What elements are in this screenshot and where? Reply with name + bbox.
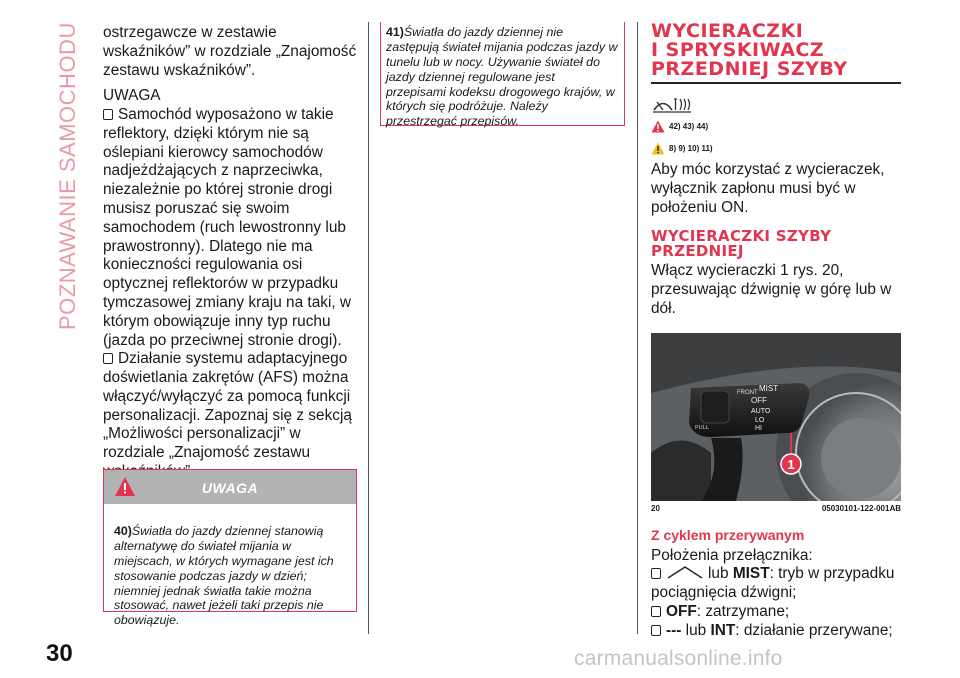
intermittent-heading: Z cyklem przerywanym (651, 526, 805, 543)
figure-wiper-lever (651, 333, 901, 501)
caution-triangle-icon (651, 142, 665, 155)
warning-continuation-box (380, 22, 625, 129)
wiper-lever-photo (651, 333, 901, 501)
section-title-vertical: POZNAWANIE SAMOCHODU (55, 22, 80, 330)
bullet-headlights: Samochód wyposażono w takie reflektory, dzięki którym nie są oślepiani kierowcy samochodów nadjeżdżających z naprzeciwka, niezależnie po której stronie drogi musisz poruszać się swoim samochodem (ruch lewostronny lub prawostronny). Dlatego nie ma konieczności regulowania osi optycznej reflektorów w przypadku tymczasowej zmiany kraju na taki, w którym obowiązuje inny typ ruchu (jazda po przeciwnej stronie drogi). (103, 106, 352, 349)
mode-off: OFF: zatrzymane; (651, 603, 901, 622)
lever-label-pull: PULL (695, 424, 709, 431)
section-heading: WYCIERACZKI I SPRYSKIWACZ PRZEDNIEJ SZYBY (651, 20, 848, 80)
warning-triangle-icon (651, 120, 665, 133)
wiper-instructions: Włącz wycieraczki 1 rys. 20, przesuwając dźwignię w górę lub w dół. (651, 262, 892, 317)
warning-text: 40)Światła do jazdy dziennej stanowią alternatywę do świateł mijania w miejscach, w których wymagane jest ich stosowanie podczas jazdy w dzień; niemniej jednak światła takie można stosować, nawet jeżeli taki przepis nie obowiązuje. (114, 524, 334, 628)
single-wipe-icon (666, 565, 704, 579)
uwaga-label: UWAGA (103, 87, 161, 105)
caution-refs: 8) 9) 10) 11) (651, 142, 901, 155)
column-divider-2 (637, 22, 638, 634)
lever-label-off: OFF (751, 395, 767, 405)
figure-number: 20 (651, 503, 660, 513)
page-number: 30 (46, 640, 73, 667)
column-1 (103, 24, 357, 482)
column-3 (651, 22, 901, 641)
warning-box (103, 469, 357, 628)
warning-refs: 42) 43) 44) (651, 120, 901, 133)
mode-mist: lub MIST: tryb w przypadku pociągnięcia dźwigni; (651, 565, 895, 602)
intro-text: ostrzegawcze w zestawie wskaźników” w rozdziale „Znajomość zestawu wskaźników”. (103, 24, 357, 79)
checkbox-bullet-icon (103, 353, 113, 364)
subsection-heading: WYCIERACZKI SZYBY PRZEDNIEJ (651, 227, 832, 261)
checkbox-bullet-icon (651, 606, 661, 617)
watermark: carmanualsonline.info (574, 647, 783, 670)
figure-callout: 1 (787, 456, 795, 472)
figure-caption (651, 504, 901, 513)
bullet-afs: Działanie systemu adaptacyjnego doświetlania zakrętów (AFS) można włączyć/wyłączyć za pomocą funkcji personalizacji. Zapoznaj się z sekcją „Możliwości personalizacji” w rozdziale „Znajomość zestawu (103, 350, 352, 462)
checkbox-bullet-icon (103, 109, 113, 120)
warning-header (104, 470, 356, 504)
lever-label-hi: HI (755, 424, 762, 432)
lever-label-lo: LO (755, 416, 765, 424)
warning-title: UWAGA (201, 480, 259, 496)
checkbox-bullet-icon (651, 625, 661, 636)
windscreen-wiper-icon (651, 94, 693, 114)
mode-int: --- lub INT: działanie przerywane; (651, 622, 901, 641)
lever-label-mist: MIST (759, 383, 779, 393)
wiper-symbol-row (651, 94, 901, 114)
lever-label-auto: AUTO (751, 407, 771, 415)
warning-41-text: 41)Światła do jazdy dziennej nie zastępują świateł mijania podczas jazdy w tunelu lub w nocy. Używanie świateł do jazdy dziennej regulowane jest przepisami kodeksu drogowego krajów, w których się podróżuje. Należy przestrzegać przepisów. (386, 25, 618, 129)
ignition-note: Aby móc korzystać z wycieraczek, wyłącznik zapłonu musi być w położeniu ON. (651, 161, 885, 216)
lever-label-front: FRONT (737, 389, 758, 396)
checkbox-bullet-icon (651, 568, 661, 579)
column-divider-1 (368, 22, 369, 634)
positions-intro: Położenia przełącznika: (651, 546, 813, 564)
figure-code: 05030101-122-001AB (821, 503, 901, 513)
heading-rule (651, 82, 901, 84)
